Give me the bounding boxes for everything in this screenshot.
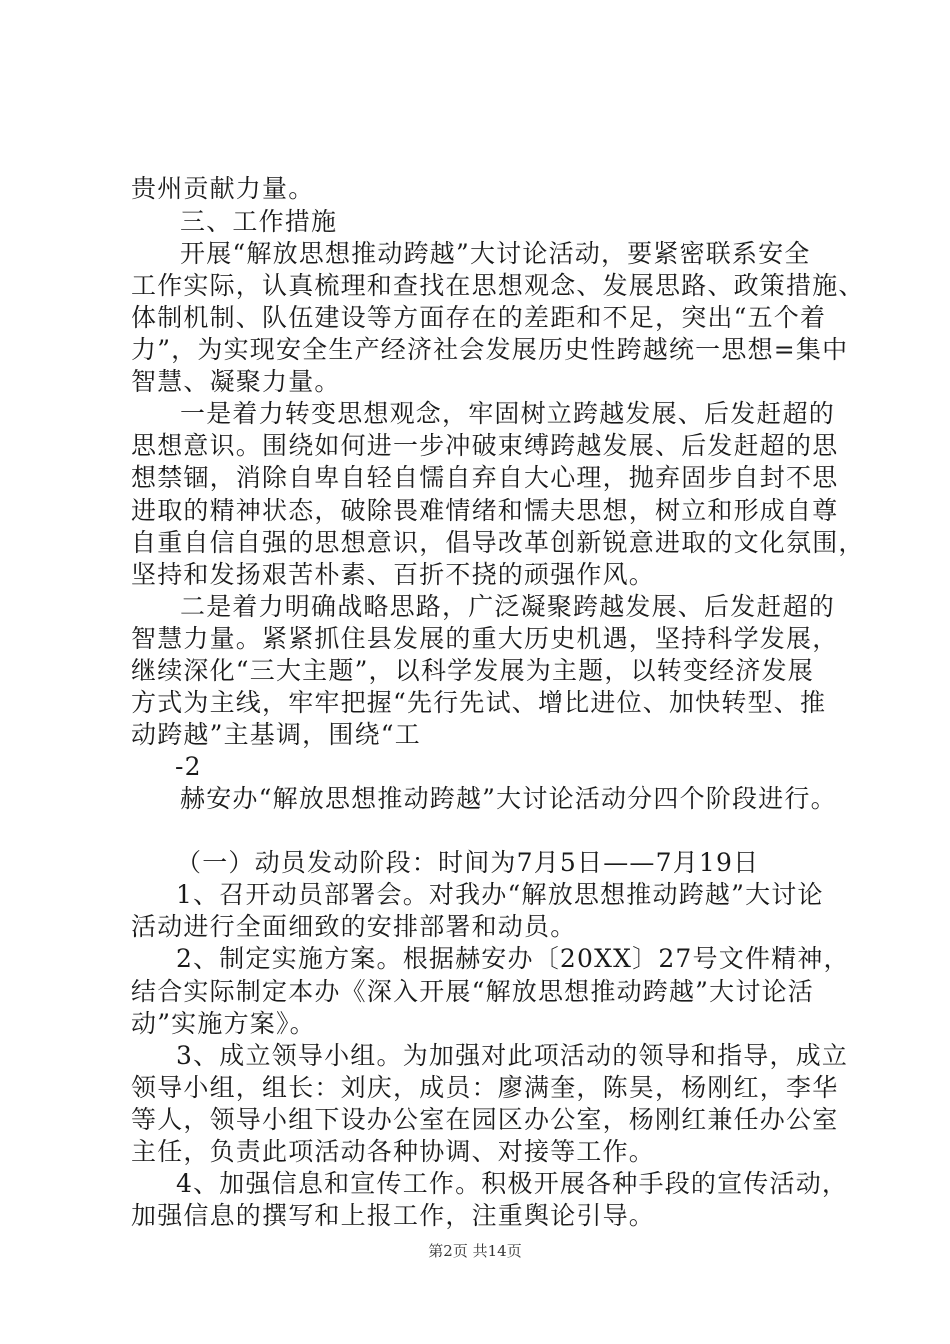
- text-line: 自重自信自强的思想意识，倡导改革创新锐意进取的文化氛围，: [131, 528, 865, 557]
- text-line: 2、制定实施方案。根据赫安办〔20XX〕27号文件精神，: [176, 944, 850, 973]
- page-marker: -2: [175, 752, 202, 781]
- text-line: 等人，领导小组下设办公室在园区办公室，杨刚红兼任办公室: [131, 1105, 839, 1134]
- text-line: 工作实际，认真梳理和查找在思想观念、发展思路、政策措施、: [131, 271, 865, 300]
- text-line: 贵州贡献力量。: [131, 174, 315, 203]
- text-line: 二是着力明确战略思路，广泛凝聚跨越发展、后发赶超的: [180, 592, 836, 621]
- subsection-heading: （一）动员发动阶段：时间为7月5日——7月19日: [176, 848, 760, 877]
- text-line: 主任，负责此项活动各种协调、对接等工作。: [131, 1137, 656, 1166]
- text-line: 开展“解放思想推动跨越”大讨论活动，要紧密联系安全: [180, 239, 811, 268]
- text-line: 智慧、凝聚力量。: [131, 367, 341, 396]
- text-line: 智慧力量。紧紧抓住县发展的重大历史机遇，坚持科学发展，: [131, 624, 839, 653]
- text-line: 加强信息的撰写和上报工作，注重舆论引导。: [131, 1201, 656, 1230]
- text-line: 3、成立领导小组。为加强对此项活动的领导和指导，成立: [176, 1041, 849, 1070]
- text-line: 进取的精神状态，破除畏难情绪和懦夫思想，树立和形成自尊: [131, 496, 839, 525]
- text-line: 4、加强信息和宣传工作。积极开展各种手段的宣传活动，: [176, 1169, 849, 1198]
- text-line: 继续深化“三大主题”，以科学发展为主题，以转变经济发展: [131, 656, 814, 685]
- text-line: 思想意识。围绕如何进一步冲破束缚跨越发展、后发赶超的思: [131, 431, 839, 460]
- text-line: 活动进行全面细致的安排部署和动员。: [131, 912, 577, 941]
- text-line: 动”实施方案》。: [131, 1009, 316, 1038]
- text-line: 力”，为实现安全生产经济社会发展历史性跨越统一思想=集中: [131, 335, 849, 364]
- text-line: 1、召开动员部署会。对我办“解放思想推动跨越”大讨论: [176, 880, 824, 909]
- page-footer: 第2页 共14页: [428, 1242, 522, 1260]
- text-line: 一是着力转变思想观念，牢固树立跨越发展、后发赶超的: [180, 399, 836, 428]
- text-line: 结合实际制定本办《深入开展“解放思想推动跨越”大讨论活: [131, 977, 814, 1006]
- text-line: 领导小组，组长：刘庆，成员：廖满奎，陈昊，杨刚红，李华: [131, 1073, 839, 1102]
- section-heading: 三、工作措施: [180, 207, 338, 236]
- text-line: 想禁锢，消除自卑自轻自懦自弃自大心理，抛弃固步自封不思: [131, 463, 839, 492]
- text-line: 赫安办“解放思想推动跨越”大讨论活动分四个阶段进行。: [180, 784, 837, 813]
- text-line: 方式为主线，牢牢把握“先行先试、增比进位、加快转型、推: [131, 688, 827, 717]
- text-line: 体制机制、队伍建设等方面存在的差距和不足，突出“五个着: [131, 303, 827, 332]
- text-line: 动跨越”主基调，围绕“工: [131, 720, 421, 749]
- text-line: 坚持和发扬艰苦朴素、百折不挠的顽强作风。: [131, 560, 656, 589]
